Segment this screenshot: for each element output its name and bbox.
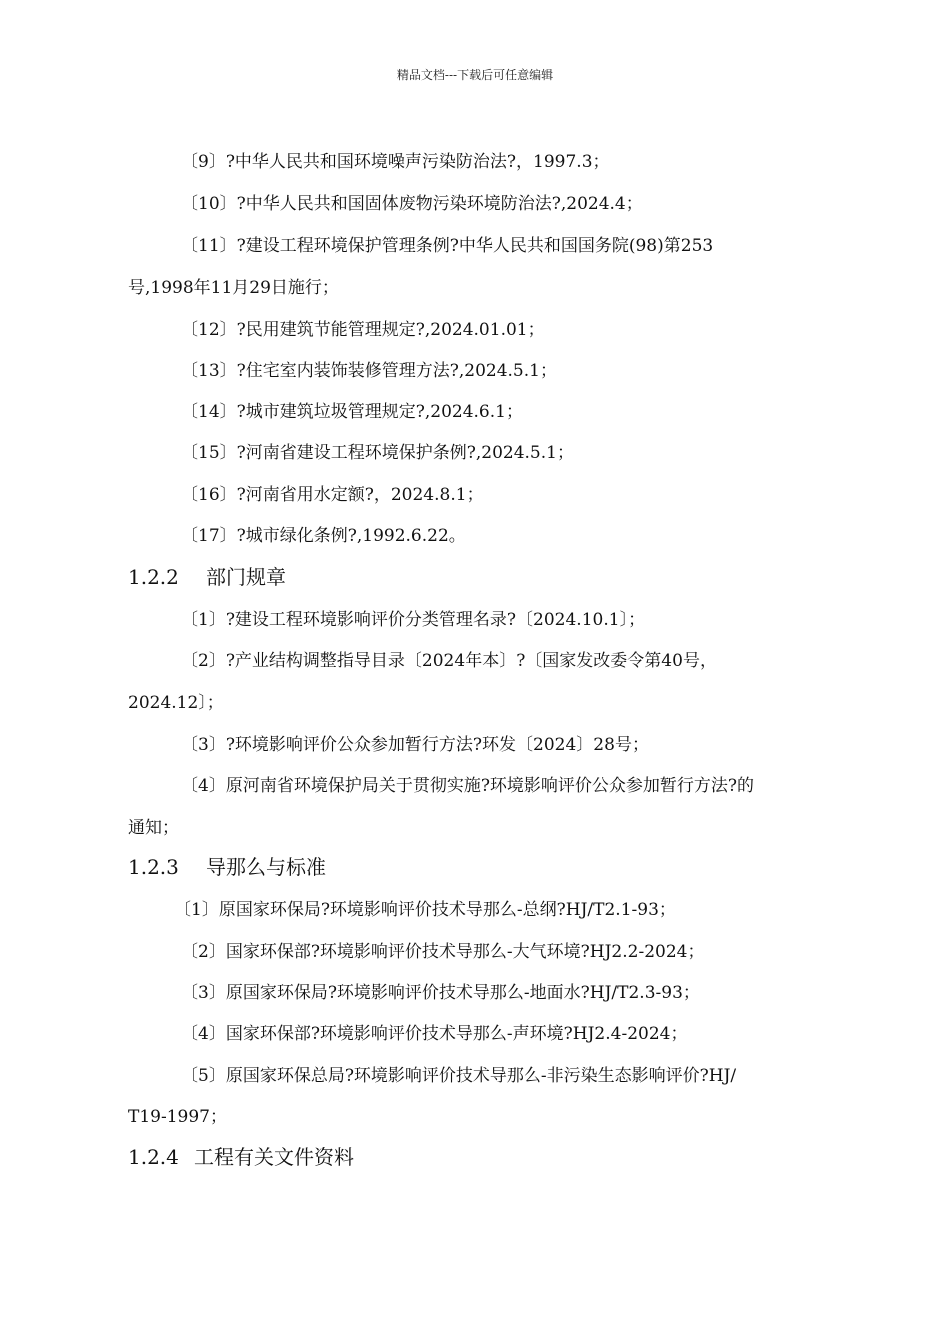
law-item: 〔15〕?河南省建设工程环境保护条例?,2024.5.1；	[181, 443, 574, 463]
rule-item-continuation: 2024.12〕；	[128, 693, 224, 713]
section-heading-1-2-3	[128, 855, 326, 879]
law-item: 〔11〕?建设工程环境保护管理条例?中华人民共和国国务院(98)第253	[181, 236, 714, 256]
standard-item: 〔5〕原国家环保总局?环境影响评价技术导那么-非污染生态影响评价?HJ/	[181, 1066, 737, 1086]
section-number: 1.2.2	[128, 565, 179, 589]
page-header: 精品文档---下载后可任意编辑	[396, 68, 554, 82]
rule-item: 〔3〕?环境影响评价公众参加暂行方法?环发〔2024〕28号；	[181, 735, 649, 755]
law-item: 〔10〕?中华人民共和国固体废物污染环境防治法?,2024.4；	[181, 194, 643, 214]
standard-item: 〔4〕国家环保部?环境影响评价技术导那么-声环境?HJ2.4-2024；	[181, 1024, 688, 1044]
law-item: 〔13〕?住宅室内装饰装修管理方法?,2024.5.1；	[181, 361, 557, 381]
law-item-continuation: 号,1998年11月29日施行；	[128, 278, 339, 298]
section-title: 导那么与标准	[206, 855, 326, 879]
rule-item: 〔1〕?建设工程环境影响评价分类管理名录?〔2024.10.1〕；	[181, 610, 646, 630]
law-item: 〔9〕?中华人民共和国环境噪声污染防治法?，1997.3；	[181, 152, 610, 172]
law-item: 〔14〕?城市建筑垃圾管理规定?,2024.6.1；	[181, 402, 523, 422]
section-title: 工程有关文件资料	[194, 1145, 354, 1169]
rule-item-continuation: 通知；	[128, 818, 179, 838]
section-title: 部门规章	[206, 565, 286, 589]
law-item: 〔12〕?民用建筑节能管理规定?,2024.01.01；	[181, 320, 545, 340]
standard-item: 〔1〕原国家环保局?环境影响评价技术导那么-总纲?HJ/T2.1-93；	[174, 900, 676, 920]
section-number: 1.2.3	[128, 855, 179, 879]
rule-item: 〔4〕原河南省环境保护局关于贯彻实施?环境影响评价公众参加暂行方法?的	[181, 776, 755, 796]
standard-item-continuation: T19-1997；	[128, 1107, 227, 1127]
section-heading-1-2-2	[128, 565, 286, 589]
law-item: 〔17〕?城市绿化条例?,1992.6.22。	[181, 526, 466, 546]
standard-item: 〔2〕国家环保部?环境影响评价技术导那么-大气环境?HJ2.2-2024；	[181, 942, 705, 962]
rule-item: 〔2〕?产业结构调整指导目录〔2024年本〕?〔国家发改委令第40号，	[181, 651, 717, 671]
law-item: 〔16〕?河南省用水定额?，2024.8.1；	[181, 485, 484, 505]
standard-item: 〔3〕原国家环保局?环境影响评价技术导那么-地面水?HJ/T2.3-93；	[181, 983, 700, 1003]
section-number: 1.2.4	[128, 1145, 179, 1169]
section-heading-1-2-4	[128, 1145, 354, 1169]
